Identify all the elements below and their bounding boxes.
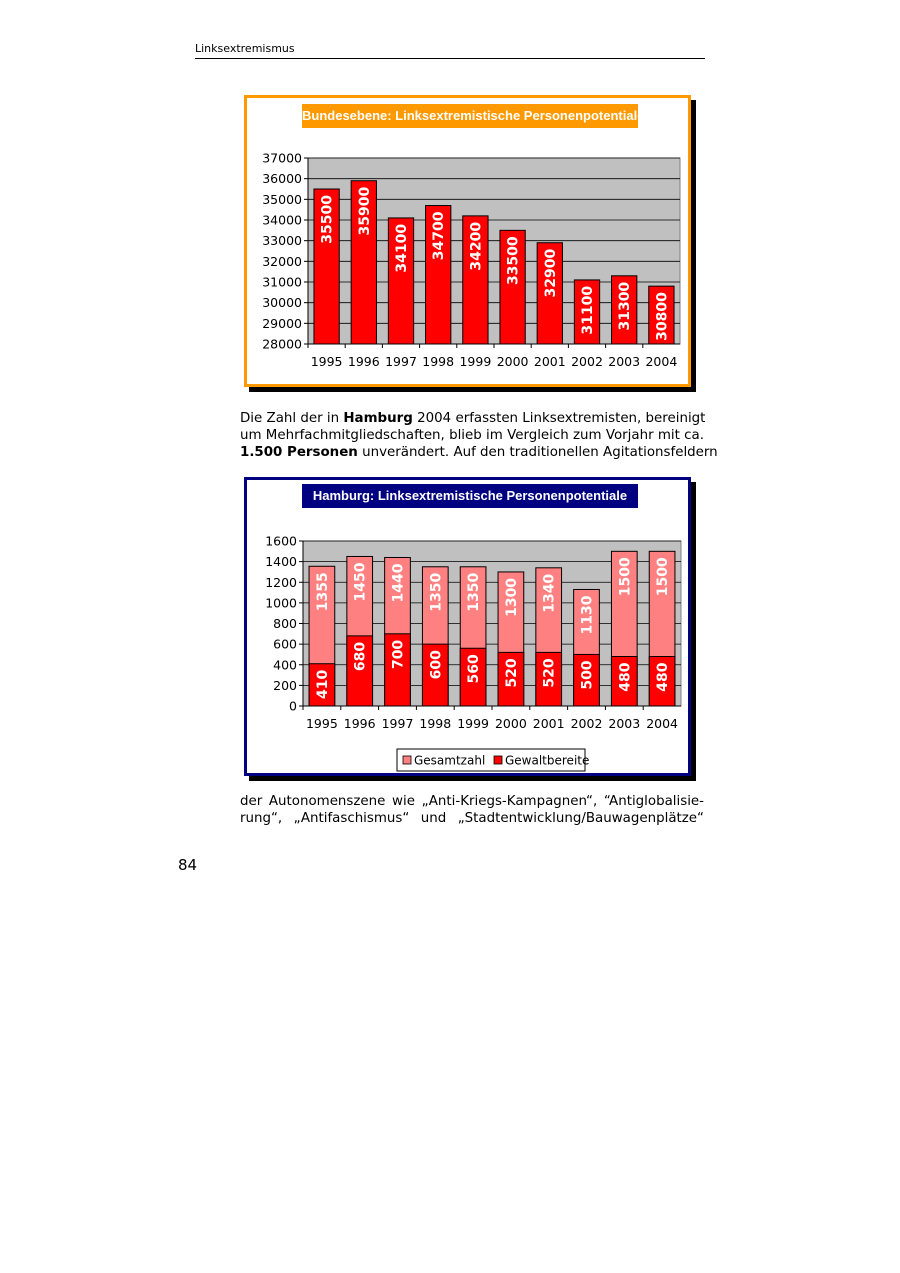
running-header: Linksextremismus: [195, 42, 295, 55]
x-tick-label: 2000: [494, 716, 527, 731]
data-label: 34200: [468, 221, 485, 271]
x-tick-label: 2002: [570, 716, 603, 731]
data-label: 1340: [541, 573, 558, 613]
y-tick-label: 600: [273, 636, 297, 652]
paragraph-1-line-3: [240, 444, 718, 461]
x-tick-label: 1999: [457, 716, 490, 731]
x-tick-label: 1999: [459, 354, 492, 369]
data-label: 34700: [431, 211, 448, 261]
data-label: 680: [352, 641, 369, 672]
y-tick-label: 37000: [262, 150, 302, 166]
data-label: 1350: [428, 572, 445, 612]
x-tick-label: 2001: [533, 354, 566, 369]
legend-label: Gesamtzahl: [414, 753, 486, 768]
paragraph-1-line-1: [240, 410, 704, 427]
legend-swatch: [494, 756, 502, 764]
data-label: 35500: [319, 195, 336, 244]
x-tick-label: 1995: [305, 716, 338, 731]
y-tick-label: 1200: [265, 574, 297, 590]
y-tick-label: 28000: [262, 336, 302, 352]
chart2-plot: [244, 477, 691, 776]
x-tick-label: 1998: [419, 716, 452, 731]
text-run: unverändert. Auf den traditionellen Agitationsfeldern: [357, 445, 718, 460]
data-label: 480: [655, 662, 672, 692]
data-label: 410: [314, 669, 331, 699]
x-tick-label: 2003: [608, 716, 641, 731]
y-tick-label: 29000: [262, 315, 302, 331]
y-tick-label: 800: [273, 616, 297, 631]
y-tick-label: 1000: [265, 595, 297, 611]
data-label: 1440: [390, 563, 407, 603]
x-tick-label: 2004: [646, 716, 679, 731]
x-tick-label: 1996: [347, 354, 380, 369]
x-tick-label: 1997: [381, 716, 414, 731]
data-label: 1300: [503, 577, 520, 617]
data-label: 1450: [352, 562, 369, 602]
data-label: 600: [428, 650, 445, 680]
legend-swatch: [403, 756, 411, 764]
data-label: 520: [541, 658, 558, 688]
legend-label: Gewaltbereite: [505, 753, 590, 768]
data-label: 1130: [579, 595, 596, 635]
chart1-title: Bundesebene: Linksextremistische Personenpotentiale: [302, 104, 638, 128]
y-tick-label: 31000: [262, 274, 302, 290]
data-label: 30800: [654, 292, 671, 341]
data-label: 520: [503, 658, 520, 688]
y-tick-label: 200: [273, 677, 297, 693]
data-label: 31100: [580, 285, 596, 335]
chart2-title: Hamburg: Linksextremistische Personenpotentiale: [302, 484, 638, 508]
x-tick-label: 2000: [496, 354, 529, 369]
data-label: 35900: [356, 186, 373, 236]
y-tick-label: 32000: [262, 253, 302, 269]
header-rule: [195, 58, 705, 59]
bold-text-hamburg: Hamburg: [343, 411, 413, 426]
bold-text-personen: 1.500 Personen: [240, 445, 358, 460]
data-label: 33500: [505, 236, 522, 286]
x-tick-label: 1997: [385, 354, 417, 369]
y-tick-label: 30000: [262, 295, 302, 311]
paragraph-2: [240, 793, 704, 827]
paragraph-2-line-1: der Autonomenszene wie „Anti-Kriegs-Kampagnen“, “Antiglobalisie-: [240, 794, 704, 809]
x-tick-label: 1995: [310, 354, 343, 369]
paragraph-2-line-2: rung“, „Antifaschismus“ und „Stadtentwicklung/Bauwagenplätze“: [240, 811, 704, 826]
x-tick-label: 2002: [571, 354, 603, 369]
text-run: Die Zahl der in: [240, 411, 344, 426]
y-tick-label: 36000: [262, 171, 302, 187]
x-tick-label: 2003: [608, 354, 641, 369]
y-tick-label: 33000: [262, 233, 302, 249]
data-label: 34100: [394, 223, 410, 273]
x-tick-label: 2001: [532, 716, 565, 731]
data-label: 500: [579, 660, 596, 690]
chart1-plot: [244, 95, 691, 387]
data-label: 1500: [617, 557, 634, 597]
y-tick-label: 1400: [265, 554, 297, 570]
data-label: 1350: [466, 572, 483, 612]
data-label: 480: [617, 662, 634, 692]
y-tick-label: 34000: [262, 212, 302, 228]
y-tick-label: 1600: [265, 533, 297, 549]
paragraph-1-line-2: um Mehrfachmitgliedschaften, blieb im Vergleich zum Vorjahr mit ca.: [240, 428, 704, 443]
data-label: 560: [466, 654, 483, 684]
data-label: 1355: [314, 572, 331, 612]
data-label: 31300: [617, 281, 634, 331]
page-number: 84: [178, 856, 198, 874]
y-tick-label: 400: [273, 657, 297, 673]
text-run: 2004 erfassten Linksextremisten, bereinigt: [412, 411, 706, 426]
y-tick-label: 0: [289, 698, 297, 714]
x-tick-label: 2004: [645, 354, 678, 369]
x-tick-label: 1998: [422, 354, 455, 369]
data-label: 32900: [542, 248, 559, 298]
paragraph-1: [240, 410, 718, 461]
y-tick-label: 35000: [262, 191, 302, 207]
x-tick-label: 1996: [343, 716, 376, 731]
data-label: 700: [390, 639, 407, 670]
data-label: 1500: [655, 557, 672, 597]
